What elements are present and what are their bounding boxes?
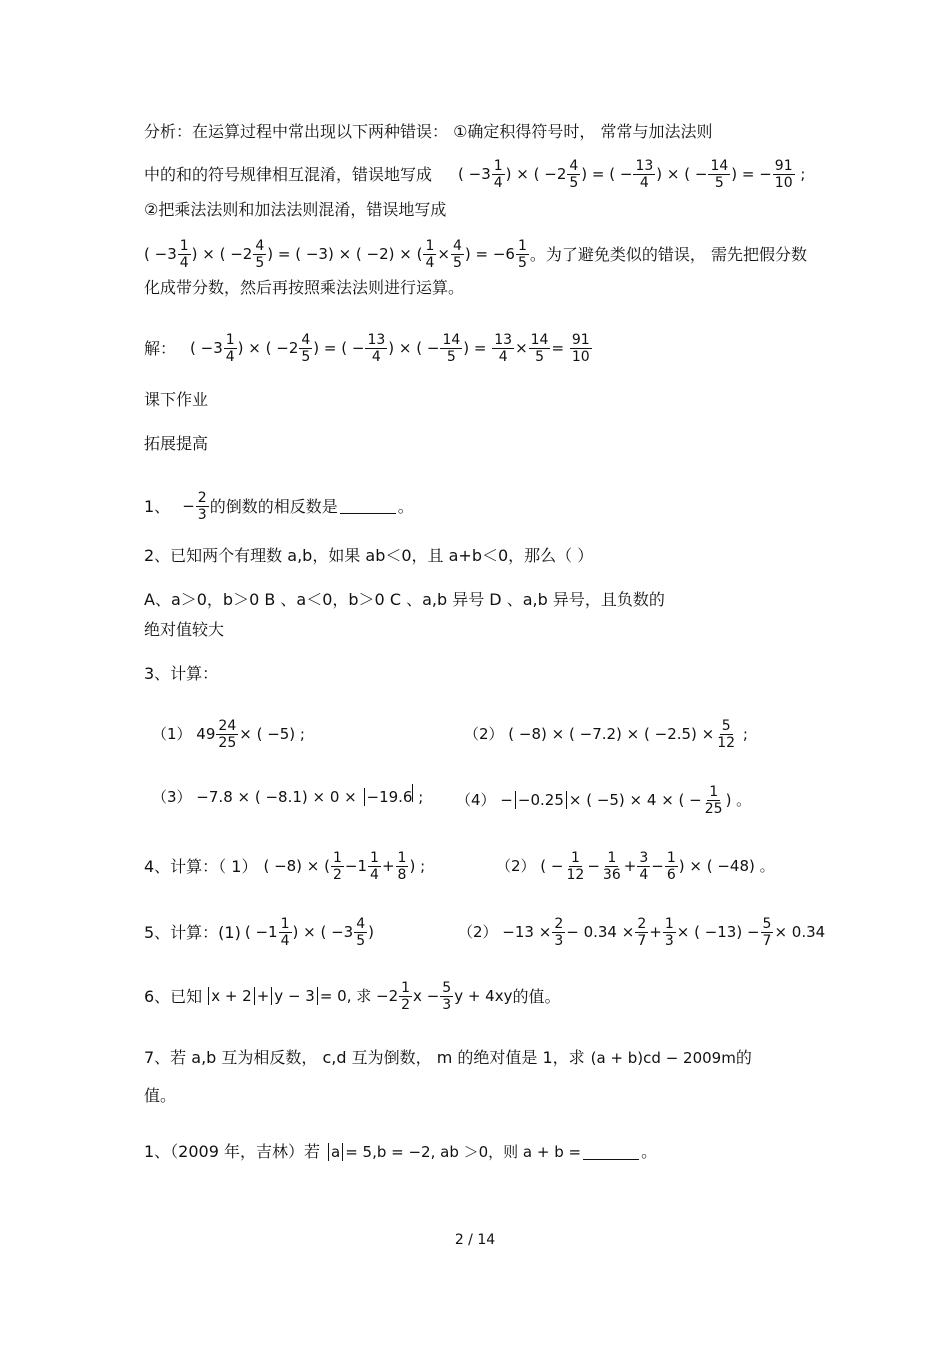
question-6-label: 6、已知 <box>144 986 203 1006</box>
question-3-part-4 <box>456 784 751 817</box>
question-1 <box>144 490 414 523</box>
question-4-part-2-formula: （2） ( − $\frac{1}{12}$ − $\frac{1}{36}$ + $\frac{3}{4}$ − $\frac{1}{6}$ ) × ( −48) 。 <box>496 850 775 883</box>
question-8-formula: a = 5,b = −2, ab ＞0，则 a + b = <box>326 1142 581 1162</box>
solution-formula: ( −3 $\frac{1}{4}$ ) × ( −2 $\frac{4}{5}$ ) = ( − $\frac{13}{4}$ ) × ( − $\frac{14}{5}$ ) = $\frac{13}{4}$ × $\frac{14}{5}$ = $\frac{91}{10}$ <box>190 332 590 365</box>
analysis-line-1: 分析：在运算过程中常出现以下两种错误： ①确定积得符号时， 常常与加法法则 <box>144 122 713 141</box>
formula-wrong-2: ( −3 $\frac{1}{4}$ ) × ( −2 $\frac{4}{5}$ ) = ( −3) × ( −2) × ( $\frac{1}{4}$ × $\frac{4}{5}$ ) = −6 $\frac{1}{5}$ <box>144 238 527 271</box>
answer-blank <box>583 1145 639 1160</box>
question-1-text: 的倒数的相反数是 <box>209 496 338 516</box>
question-7-tail: 的 <box>735 1048 752 1067</box>
page-number: 2 / 14 <box>454 1232 496 1248</box>
question-7-text: 7、若 a,b 互为相反数， c,d 互为倒数， m 的绝对值是 1，求 <box>144 1048 585 1067</box>
question-7-line-2: 值。 <box>144 1086 177 1105</box>
question-5-part-1-formula: ( −1 $\frac{1}{4}$ ) × ( −3 $\frac{4}{5}$ ) <box>244 916 374 949</box>
heading-homework: 课下作业 <box>144 390 209 409</box>
question-8 <box>144 1142 657 1162</box>
question-1-end: 。 <box>397 496 414 516</box>
question-3-part-3-formula: （3） −7.8 × ( −8.1) × 0 × −19.6 ; <box>152 784 423 807</box>
question-3-part-2-formula: （2） ( −8) × ( −7.2) × ( −2.5) × $\frac{5}{12}$ ; <box>464 718 748 751</box>
question-3-part-2 <box>464 718 748 751</box>
solution-line <box>144 332 593 365</box>
analysis-line-4-tail: 。为了避免类似的错误， 需先把假分数 <box>529 244 807 264</box>
question-2-options-line-1: A、a＞0，b＞0 B 、a＜0，b＞0 C 、a,b 异号 D 、a,b 异号，且负数的 <box>144 590 665 609</box>
analysis-line-4 <box>144 238 807 271</box>
question-2-options-line-2: 绝对值较大 <box>144 620 225 639</box>
analysis-line-3: ②把乘法法则和加法法则混淆，错误地写成 <box>144 200 447 219</box>
question-6 <box>144 980 560 1013</box>
analysis-line-2 <box>144 158 805 191</box>
formula-wrong-1: ( −3 $\frac{1}{4}$ ) × ( −2 $\frac{4}{5}$ ) = ( − $\frac{13}{4}$ ) × ( − $\frac{14}{5}$ ) = − $\frac{91}{10}$ ; <box>458 158 806 191</box>
question-6-formula: x + 2 + y − 3 = 0, 求 −2 $\frac{1}{2}$ x − $\frac{5}{3}$ y + 4xy <box>206 980 512 1013</box>
question-4-part-2 <box>496 850 775 883</box>
question-3-part-4-formula: （4） − −0.25 × ( −5) × 4 × ( − $\frac{1}{25}$ ) 。 <box>456 784 752 817</box>
question-5-label: 5、计算：(1) <box>144 922 241 942</box>
question-7-formula: (a + b)cd − 2009m <box>590 1049 736 1067</box>
question-4-label: 4、计算：（ 1） <box>144 856 258 876</box>
analysis-line-2-text: 中的和的符号规律相互混淆，错误地写成 <box>144 164 433 184</box>
question-4-part-1-formula: ( −8) × ( $\frac{1}{2}$ −1 $\frac{1}{4}$ + $\frac{1}{8}$ ) ; <box>263 850 426 883</box>
question-5-part-2-formula: （2） −13 × $\frac{2}{3}$ − 0.34 × $\frac{2}{7}$ + $\frac{1}{3}$ × ( −13) − $\frac{5}{7}$ × 0.34 <box>458 916 826 949</box>
heading-extension: 拓展提高 <box>144 434 209 453</box>
answer-blank <box>340 499 396 514</box>
question-3-part-3 <box>152 784 423 807</box>
question-7-line-1 <box>144 1048 752 1068</box>
question-8-label: 1、（2009 年，吉林）若 <box>144 1142 320 1161</box>
question-2: 2、已知两个有理数 a,b，如果 ab＜0，且 a+b＜0，那么（ ） <box>144 546 594 565</box>
question-1-prefix: 1、 <box>144 496 171 516</box>
question-3-part-1 <box>152 718 305 751</box>
question-4 <box>144 850 425 883</box>
question-5-part-2 <box>458 916 825 949</box>
question-3-part-1-formula: （1） 49 $\frac{24}{25}$ × ( −5) ; <box>152 718 305 751</box>
analysis-line-5: 化成带分数，然后再按照乘法法则进行运算。 <box>144 278 465 297</box>
question-8-end: 。 <box>641 1142 658 1161</box>
solution-label: 解： <box>144 338 177 358</box>
question-5 <box>144 916 374 949</box>
question-1-formula: − $\frac{2}{3}$ <box>182 490 207 523</box>
question-6-tail: 的值。 <box>512 986 561 1006</box>
question-3-label: 3、计算： <box>144 664 219 683</box>
